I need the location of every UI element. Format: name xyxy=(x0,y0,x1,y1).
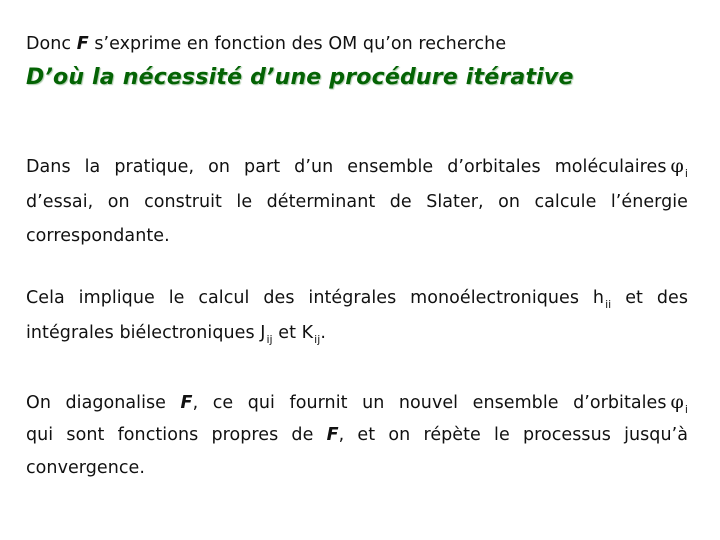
intro-line xyxy=(26,34,506,54)
para1-text: Dans la pratique, on part d’un ensemble d’orbitales moléculaires xyxy=(26,157,667,177)
j-subscript: ij xyxy=(266,333,273,346)
para2-line1 xyxy=(26,288,688,311)
para1-line1 xyxy=(26,155,688,180)
fock-symbol: F xyxy=(76,34,89,54)
para3-text-c: qui sont fonctions propres de xyxy=(26,425,327,445)
fock-symbol: F xyxy=(326,425,339,445)
para3-line3: convergence. xyxy=(26,458,145,478)
para3-text-b: , ce qui fournit un nouvel ensemble d’orbitales xyxy=(192,393,667,413)
phi-symbol: $\varphi_i$ xyxy=(670,391,688,416)
para3-line1 xyxy=(26,391,688,416)
h-subscript: ii xyxy=(605,298,612,311)
para1-line2: d’essai, on construit le déterminant de Slater, on calcule l’énergie xyxy=(26,192,688,212)
para3-text-a: On diagonalise xyxy=(26,393,181,413)
para2-text-end: et des xyxy=(611,288,688,308)
k-subscript: ij xyxy=(314,333,321,346)
intro-text-before: Donc xyxy=(26,34,77,54)
para3-text-d: , et on répète le processus jusqu’à xyxy=(338,425,688,445)
para2-text: Cela implique le calcul des intégrales monoélectroniques h xyxy=(26,288,605,308)
section-heading: D’où la nécessité d’une procédure itérative xyxy=(26,65,574,90)
para2-line2 xyxy=(26,323,326,346)
para1-line3: correspondante. xyxy=(26,226,170,246)
fock-symbol: F xyxy=(180,393,193,413)
intro-text-after: s’exprime en fonction des OM qu’on recherche xyxy=(88,34,507,54)
phi-symbol: $\varphi_i$ xyxy=(670,155,688,180)
para3-line2 xyxy=(26,425,688,445)
para2-text-a: intégrales biélectroniques J xyxy=(26,323,266,343)
para2-text-end2: . xyxy=(320,323,326,343)
para2-text-mid: et K xyxy=(272,323,314,343)
